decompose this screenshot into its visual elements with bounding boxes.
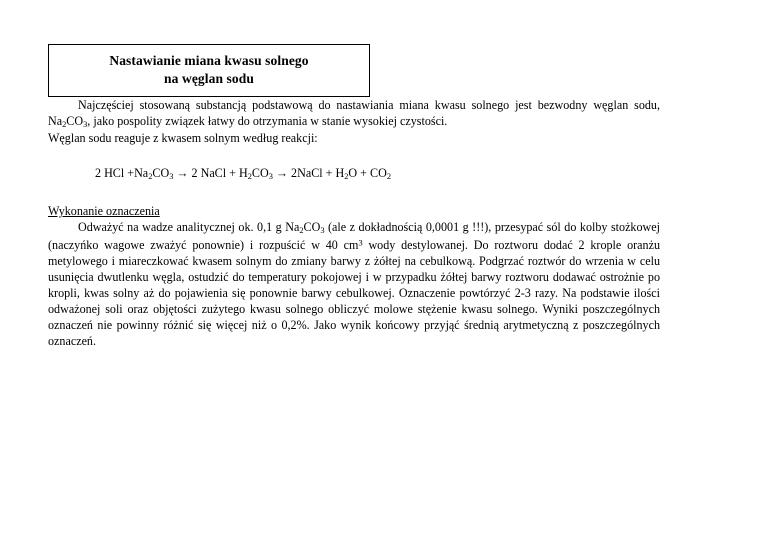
title-line-1: Nastawianie miana kwasu solnego — [109, 53, 309, 68]
procedure-seg-1: Odważyć na wadze analitycznej ok. 0,1 g Na — [78, 220, 300, 235]
intro-seg-1: Najczęściej stosowaną substancją podstawową do nastawiania miana kwasu solnego jest bezwodny węglan sodu, Na — [48, 97, 660, 128]
eq-part-6: O + CO — [348, 166, 387, 181]
section-heading: Wykonanie oznaczenia — [48, 204, 160, 219]
reaction-equation — [48, 165, 670, 182]
eq-sub-6: 2 — [386, 172, 392, 182]
procedure-seg-2: CO — [303, 220, 321, 235]
intro-seg-3: , jako pospolity związek łatwy do otrzymania w stanie wysokiej czystości. — [87, 113, 448, 128]
procedure-paragraph — [48, 219, 660, 349]
eq-sub-1: 2 — [148, 172, 153, 182]
eq-sub-5: 2 — [344, 172, 349, 182]
eq-part-4: CO — [251, 166, 269, 181]
procedure-sub-2: 3 — [320, 226, 325, 236]
eq-part-2: CO — [152, 166, 170, 181]
intro-paragraph — [48, 97, 660, 130]
procedure-seg-4: wody destylowanej. Do roztworu dodać 2 krople oranżu metylowego i miareczkować kwasem solnym do zmiany barwy z żółtej na cebulkową. Podgrzać roztwór do wrzenia w celu usunięcia dwutlenku węgla, ostudzić do temperatury pokojowej i w przypadku żółtej barwy roztworu dodawać ostrożnie po kropli, kwas solny aż do pojawienia się ponownie barwy cebulkowej. Oznaczenie powtórzyć 2-3 razy. Na podstawie ilości odważonej soli oraz objętości zużytego kwasu solnego obliczyć molowe stężenie kwasu solnego. Wyniki poszczególnych oznaczeń nie powinny różnić się więcej niż o 0,2%. Jako wynik końcowy przyjąć średnią arytmetyczną z poszczególnych oznaczeń. — [48, 237, 660, 349]
eq-part-3: → 2 NaCl + H — [173, 166, 248, 181]
eq-sub-3: 2 — [247, 172, 252, 182]
intro-seg-2: CO — [66, 113, 84, 128]
title-box — [48, 44, 370, 97]
procedure-sub-1: 2 — [299, 226, 304, 236]
document-content — [48, 44, 670, 349]
intro-sub-2: 3 — [83, 119, 88, 129]
procedure-seg-3: (ale z dokładnością 0,0001 g !!!), przesypać sól do kolby stożkowej (naczyńko wagowe zważyć ponownie) i rozpuścić w 40 cm — [48, 220, 660, 252]
eq-part-1: 2 HCl +Na — [95, 166, 149, 181]
intro-sub-1: 2 — [62, 119, 67, 129]
eq-sub-4: 3 — [268, 172, 273, 182]
title-line-2: na węglan sodu — [164, 70, 254, 86]
eq-sub-2: 3 — [169, 172, 174, 182]
eq-part-5: → 2NaCl + H — [272, 166, 345, 181]
procedure-sup-1: 3 — [358, 238, 363, 248]
reaction-intro: Węglan sodu reaguje z kwasem solnym według reakcji: — [48, 130, 318, 145]
